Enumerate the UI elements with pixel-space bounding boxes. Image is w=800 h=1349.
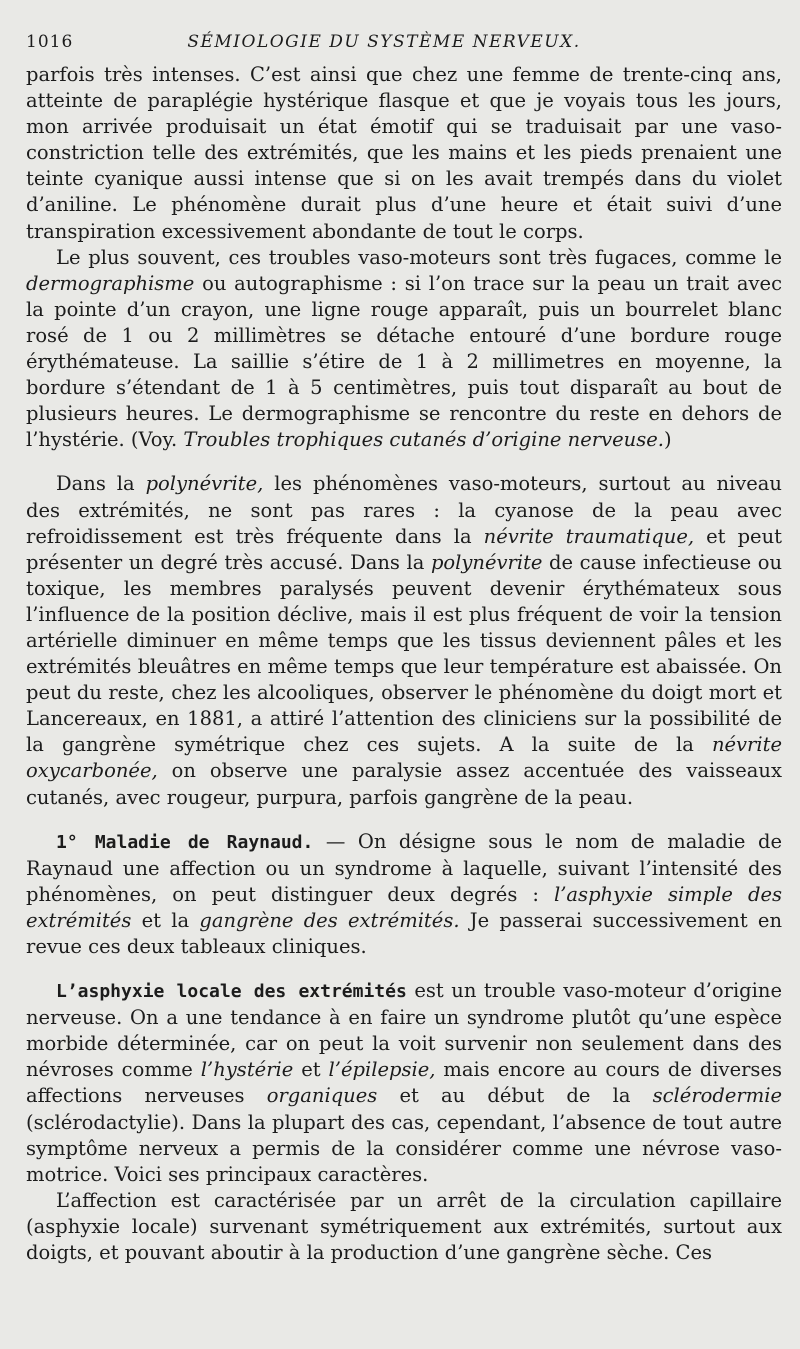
page-number: 1016 bbox=[26, 32, 74, 52]
running-header bbox=[26, 32, 782, 62]
paragraph-5 bbox=[26, 978, 782, 1188]
paragraph-2 bbox=[26, 245, 782, 454]
p4-text-d: et la bbox=[131, 908, 200, 932]
p2-italic-dermographisme: dermographisme bbox=[26, 271, 195, 295]
p3-text-e: et peut présenter un degré très accusé. Dans la bbox=[26, 524, 782, 574]
paragraph-1 bbox=[26, 62, 782, 245]
p3-italic-polynevrite: polynévrite, bbox=[145, 472, 264, 496]
p3-italic-nevrite-oxycarbonee: névrite oxycarbonée, bbox=[26, 733, 782, 783]
p5-italic-hysterie: l’hystérie bbox=[200, 1058, 294, 1082]
p3-italic-polynevrite-2: polynévrite bbox=[430, 550, 543, 574]
paragraph-6-text: L’affection est caractérisée par un arrêt de la circulation capillaire (asphyxie locale) survenant symétriquement aux extrémités, surtout aux doigts, et pouvant aboutir à la production d’une gangrène sèche. Ces bbox=[26, 1188, 782, 1265]
p3-text-c: les phénomènes vaso-moteurs, surtout au niveau des extrémités, ne sont pas rares : la cyanose de la peau avec refroidissement est très fréquente dans la bbox=[26, 472, 782, 548]
p2-text-c: ou autographisme : si l’on trace sur la peau un trait avec la pointe d’un crayon, une ligne rouge apparaît, puis un bourrelet blanc rosé de 1 ou 2 millimètres se détache entouré d’une bordure rouge érythémateuse. La saillie s’étire de 1 à 2 millimetres en moyenne, la bordure s’étendant de 1 à 5 centimètres, puis tout disparaît au bout de plusieurs heures. Le dermographisme se rencontre du reste en dehors de l’hystérie. (Voy. bbox=[26, 271, 782, 452]
p5-text-h: et au début de la bbox=[377, 1084, 653, 1108]
p2-text-e: ) bbox=[663, 428, 672, 452]
p5-italic-organiques: organiques bbox=[266, 1084, 378, 1108]
p5-heading-asphyxie-locale: L’asphyxie locale des extrémités bbox=[56, 981, 407, 1003]
p5-italic-epilepsie: l’épilepsie, bbox=[328, 1058, 436, 1082]
p5-text-d: et bbox=[293, 1058, 329, 1082]
p3-text-a: Dans la bbox=[56, 472, 146, 496]
paragraph-6 bbox=[26, 1188, 782, 1266]
p4-italic-asphyxie: l’asphyxie simple des extrémités bbox=[26, 882, 783, 932]
p5-italic-sclerodermie: sclérodermie bbox=[652, 1084, 782, 1108]
p3-italic-nevrite-traumatique: névrite traumatique, bbox=[483, 524, 695, 548]
p4-heading-raynaud: 1° Maladie de Raynaud. bbox=[56, 831, 314, 853]
p4-text-b: — On désigne sous le nom de maladie de Raynaud une affection ou un syndrome à laquelle, suivant l’intensité des phénomènes, on peut distinguer deux degrés : bbox=[26, 829, 783, 906]
p4-text-f: Je passerai successivement en revue ces deux tableaux cliniques. bbox=[26, 908, 782, 958]
paragraph-1-text: parfois très intenses. C’est ainsi que chez une femme de trente-cinq ans, atteinte de paraplégie hystérique flasque et que je voyais tous les jours, mon arrivée produisait un état émotif qui se traduisait par une vaso-constriction telle des extrémités, que les mains et les pieds prenaient une teinte cyanique aussi intense que si on les avait trempés dans du violet d’aniline. Le phénomène durait plus d’une heure et était suivi d’une transpiration excessivement abondante de tout le corps. bbox=[26, 63, 782, 243]
p5-text-b: est un trouble vaso-moteur d’origine nerveuse. On a une tendance à en faire un syndrome plutôt qu’une espèce morbide déterminée, car on peut la voit survenir non seulement dans des névroses comme bbox=[26, 979, 782, 1082]
p5-text-j: (sclérodactylie). Dans la plupart des cas, cependant, l’absence de tout autre symptôme nerveux a permis de la considérer comme une névrose vaso-motrice. Voici ses principaux caractères. bbox=[26, 1110, 782, 1186]
paragraph-3 bbox=[26, 471, 782, 810]
p3-text-i: on observe une paralysie assez accentuée des vaisseaux cutanés, avec rougeur, purpura, parfois gangrène de la peau. bbox=[26, 759, 782, 809]
running-title: SÉMIOLOGIE DU SYSTÈME NERVEUX. bbox=[187, 32, 581, 52]
p5-text-f: mais encore au cours de diverses affections nerveuses bbox=[26, 1058, 782, 1108]
p2-italic-reference: Troubles trophiques cutanés d’origine nerveuse. bbox=[183, 428, 664, 452]
paragraph-4 bbox=[26, 829, 782, 960]
p3-text-g: de cause infectieuse ou toxique, les membres paralysés peuvent devenir érythémateux sous l’influence de la position déclive, mais il est plus fréquent de voir la tension artérielle diminuer en même temps que les tissus deviennent pâles et les extrémités bleuâtres en même temps que leur température est abaissée. On peut du reste, chez les alcooliques, observer le phénomène du doigt mort et Lancereaux, en 1881, a attiré l’attention des cliniciens sur la possibilité de la gangrène symétrique chez ces sujets. A la suite de la bbox=[26, 550, 782, 757]
p2-text-a: Le plus souvent, ces troubles vaso-moteurs sont très fugaces, comme le bbox=[56, 245, 782, 269]
p4-italic-gangrene: gangrène des extrémités. bbox=[199, 908, 460, 932]
